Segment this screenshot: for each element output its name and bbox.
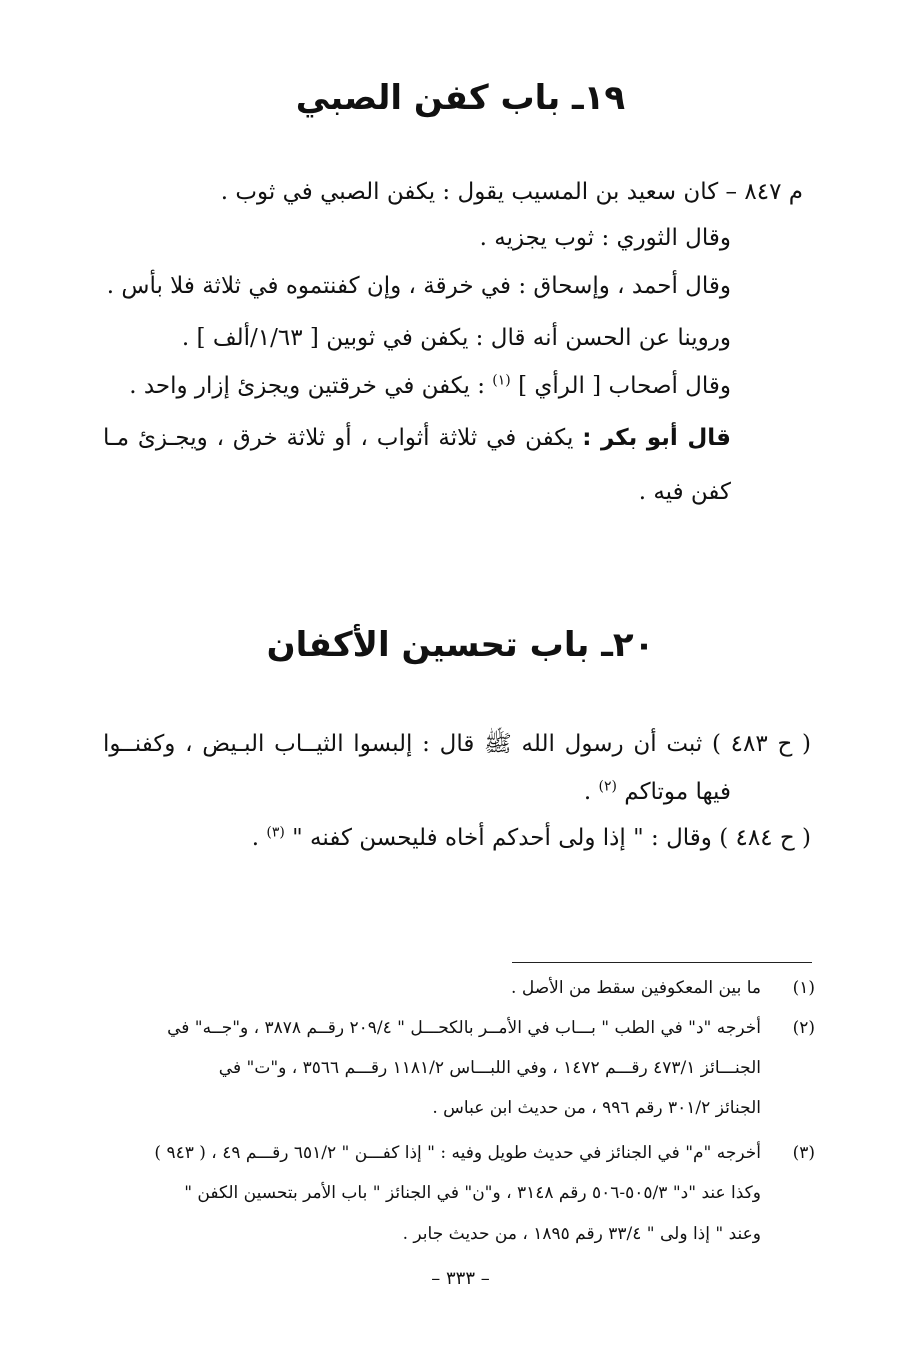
footnote-line: أخرجه "م" في الجنائز في حديث طويل وفيه : " إذا كفـــن " ٦٥١/٢ رقـــم ٤٩ ، ( ٩٤٣ ) bbox=[154, 1143, 761, 1163]
footnote-ref: (٢) bbox=[598, 778, 617, 795]
footnote-line: وعند " إذا ولى " ٣٣/٤ رقم ١٨٩٥ ، من حديث جابر . bbox=[402, 1224, 761, 1244]
paragraph-line bbox=[129, 370, 731, 402]
footnote-number: (٣) bbox=[792, 1143, 815, 1163]
footnote-line: ما بين المعكوفين سقط من الأصل . bbox=[511, 978, 761, 998]
footnote-line: وكذا عند "د" ٥٠٥/٣-٥٠٦ رقم ٣١٤٨ ، و"ن" في الجنائز " باب الأمر بتحسين الكفن " bbox=[184, 1183, 761, 1203]
section-20-heading: ٢٠ـ باب تحسين الأكفان bbox=[266, 625, 655, 665]
paragraph-line: وقال الثوري : ثوب يجزيه . bbox=[479, 225, 731, 251]
footnote-ref: (١) bbox=[492, 372, 511, 389]
footnote-number: (٢) bbox=[792, 1018, 815, 1038]
page-number: – ٣٣٣ – bbox=[431, 1268, 490, 1289]
paragraph-line bbox=[252, 822, 811, 854]
paragraph-text: . bbox=[583, 779, 592, 805]
paragraph-line: كفن فيه . bbox=[638, 479, 731, 505]
paragraph-line bbox=[103, 422, 731, 454]
paragraph-text: . bbox=[251, 825, 260, 851]
footnote-line: الجنـــائز ٤٧٣/١ رقـــم ١٤٧٢ ، وفي اللبـــاس ١١٨١/٢ رقـــم ٣٥٦٦ ، و"ت" في bbox=[218, 1058, 761, 1078]
footnote-line: الجنائز ٣٠١/٢ رقم ٩٩٦ ، من حديث ابن عباس . bbox=[432, 1098, 761, 1118]
footnote-line: أخرجه "د" في الطب " بـــاب في الأمــر بالكحـــل " ٢٠٩/٤ رقــم ٣٨٧٨ ، و"جــه" في bbox=[167, 1018, 761, 1038]
footnote-separator bbox=[512, 962, 812, 963]
paragraph-line: وقال أحمد ، وإسحاق : في خرقة ، وإن كفنتموه في ثلاثة فلا بأس . bbox=[106, 273, 731, 299]
paragraph-text: فيها موتاكم bbox=[624, 779, 731, 805]
paragraph-text: يكفن في ثلاثة أثواب ، أو ثلاثة خرق ، ويجـزئ مـا bbox=[103, 425, 574, 451]
paragraph-line: وروينا عن الحسن أنه قال : يكفن في ثوبين [ ١/٦٣/ألف ] . bbox=[181, 325, 731, 351]
paragraph-line bbox=[584, 776, 731, 808]
paragraph-text: وقال أصحاب [ الرأي ] bbox=[518, 373, 731, 399]
footnote-ref: (٣) bbox=[266, 824, 285, 841]
author-lead: قال أبو بكر : bbox=[582, 425, 731, 451]
paragraph-text: ( ح ٤٨٤ ) وقال : " إذا ولى أحدكم أخاه فليحسن كفنه " bbox=[292, 825, 811, 851]
paragraph-text: : يكفن في خرقتين ويجزئ إزار واحد . bbox=[129, 373, 485, 399]
section-19-heading: ١٩ـ باب كفن الصبي bbox=[295, 78, 626, 118]
footnote-number: (١) bbox=[792, 978, 815, 998]
paragraph-line: م ٨٤٧ – كان سعيد بن المسيب يقول : يكفن الصبي في ثوب . bbox=[220, 179, 803, 205]
paragraph-line: ( ح ٤٨٣ ) ثبت أن رسول الله ﷺ قال : إلبسوا الثيــاب البـيض ، وكفنــوا bbox=[103, 731, 811, 757]
